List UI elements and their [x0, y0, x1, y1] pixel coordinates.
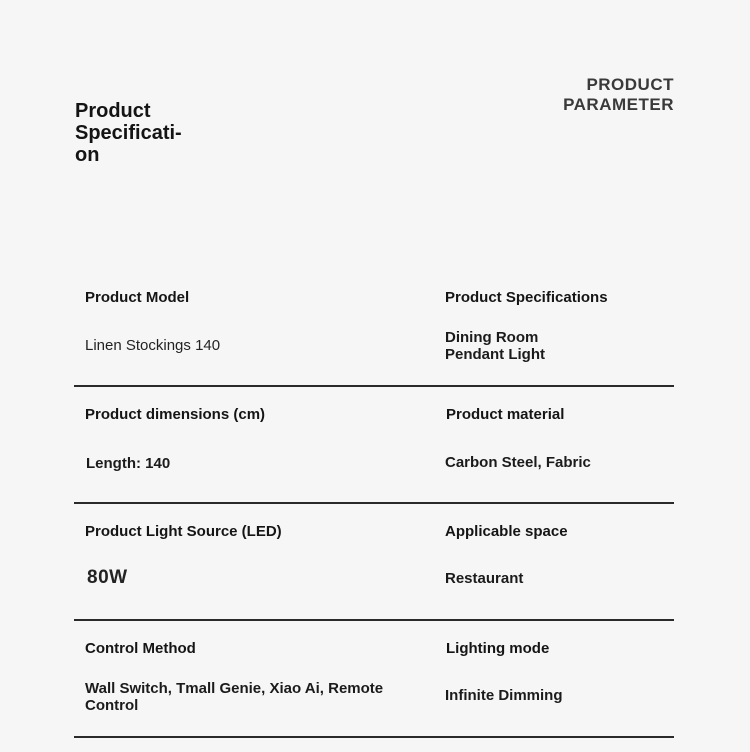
page-title-line: Specificati-: [75, 122, 182, 144]
product-specifications-label: Product Specifications: [445, 289, 608, 306]
lighting-mode-label: Lighting mode: [446, 640, 550, 657]
product-model-label: Product Model: [85, 289, 190, 306]
light-source-label: Product Light Source (LED): [85, 523, 282, 540]
control-method-label: Control Method: [85, 640, 196, 657]
product-dimensions-label: Product dimensions (cm): [85, 406, 266, 423]
control-method-value: [85, 680, 383, 714]
product-material-label: Product material: [446, 406, 565, 423]
section-badge: [563, 75, 674, 115]
section-badge-line: PARAMETER: [563, 95, 674, 114]
light-source-value: 80W: [87, 567, 128, 588]
product-model-value: Linen Stockings 140: [85, 337, 221, 354]
control-method-value-line: Wall Switch, Tmall Genie, Xiao Ai, Remote: [85, 680, 384, 697]
section-badge-line: PRODUCT: [586, 75, 674, 94]
product-specifications-value: [445, 329, 545, 363]
control-method-value-line: Control: [85, 697, 139, 714]
page-title-line: Product: [75, 100, 151, 122]
spec-table: [74, 270, 674, 738]
product-dimensions-value: Length: 140: [86, 455, 171, 472]
product-specifications-value-line: Pendant Light: [445, 346, 545, 363]
applicable-space-label: Applicable space: [445, 523, 568, 540]
lighting-mode-value: Infinite Dimming: [445, 687, 563, 704]
spec-row: [74, 270, 674, 387]
product-material-value: Carbon Steel, Fabric: [445, 454, 591, 471]
page-title: [75, 100, 195, 166]
product-specifications-value-line: Dining Room: [445, 329, 539, 346]
spec-row: [74, 504, 674, 621]
spec-row: [74, 621, 674, 738]
applicable-space-value: Restaurant: [445, 570, 524, 587]
page-title-line: on: [75, 144, 100, 166]
spec-row: [74, 387, 674, 504]
